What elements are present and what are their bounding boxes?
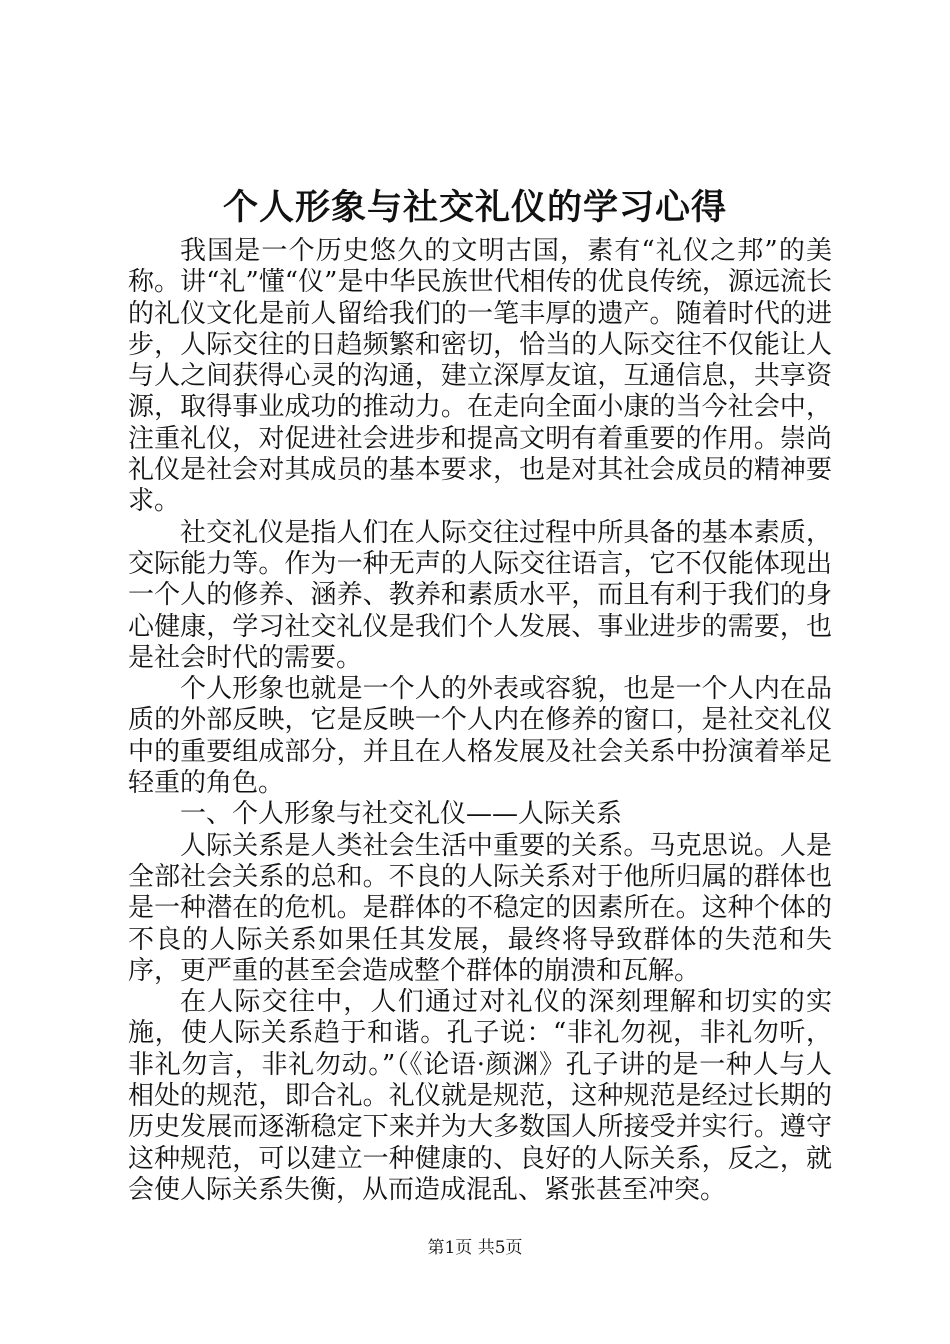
document-title: 个人形象与社交礼仪的学习心得 [222, 187, 727, 228]
document-body [128, 236, 832, 1206]
paragraph-personal-image: 个人形象也就是一个人的外表或容貌，也是一个人内在品质的外部反映，它是反映一个人内在修养的窗口，是社交礼仪中的重要组成部分，并且在人格发展及社会关系中扮演着举足轻重的角色。 [128, 674, 832, 799]
section-heading: 一、个人形象与社交礼仪——人际关系 [180, 799, 623, 830]
paragraph-intro: 我国是一个历史悠久的文明古国，素有“礼仪之邦”的美称。讲“礼”懂“仪”是中华民族世代相传的优良传统，源远流长的礼仪文化是前人留给我们的一笔丰厚的遗产。随着时代的进步，人际交往的日趋频繁和密切，恰当的人际交往不仅能让人与人之间获得心灵的沟通，建立深厚友谊，互通信息，共享资源，取得事业成功的推动力。在走向全面小康的当今社会中，注重礼仪，对促进社会进步和提高文明有着重要的作用。崇尚礼仪是社会对其成员的基本要求，也是对其社会成员的精神要求。 [128, 236, 832, 517]
paragraph-confucius: 在人际交往中，人们通过对礼仪的深刻理解和切实的实施，使人际关系趋于和谐。孔子说：“非礼勿视，非礼勿听，非礼勿言，非礼勿动。”（《论语·颜渊》孔子讲的是一种人与人相处的规范，即合礼。礼仪就是规范，这种规范是经过长期的历史发展而逐渐稳定下来并为大多数国人所接受并实行。遵守这种规范，可以建立一种健康的、良好的人际关系，反之，就会使人际关系失衡，从而造成混乱、紧张甚至冲突。 [128, 987, 832, 1205]
paragraph-social-etiquette: 社交礼仪是指人们在人际交往过程中所具备的基本素质，交际能力等。作为一种无声的人际交往语言，它不仅能体现出一个人的修养、涵养、教养和素质水平，而且有利于我们的身心健康，学习社交礼仪是我们个人发展、事业进步的需要，也是社会时代的需要。 [128, 517, 832, 673]
page-number: 第1页 共5页 [427, 1238, 523, 1258]
paragraph-relationships: 人际关系是人类社会生活中重要的关系。马克思说。人是全部社会关系的总和。不良的人际关系对于他所归属的群体也是一种潜在的危机。是群体的不稳定的因素所在。这种个体的不良的人际关系如果任其发展，最终将导致群体的失范和失序，更严重的甚至会造成整个群体的崩溃和瓦解。 [128, 830, 832, 986]
